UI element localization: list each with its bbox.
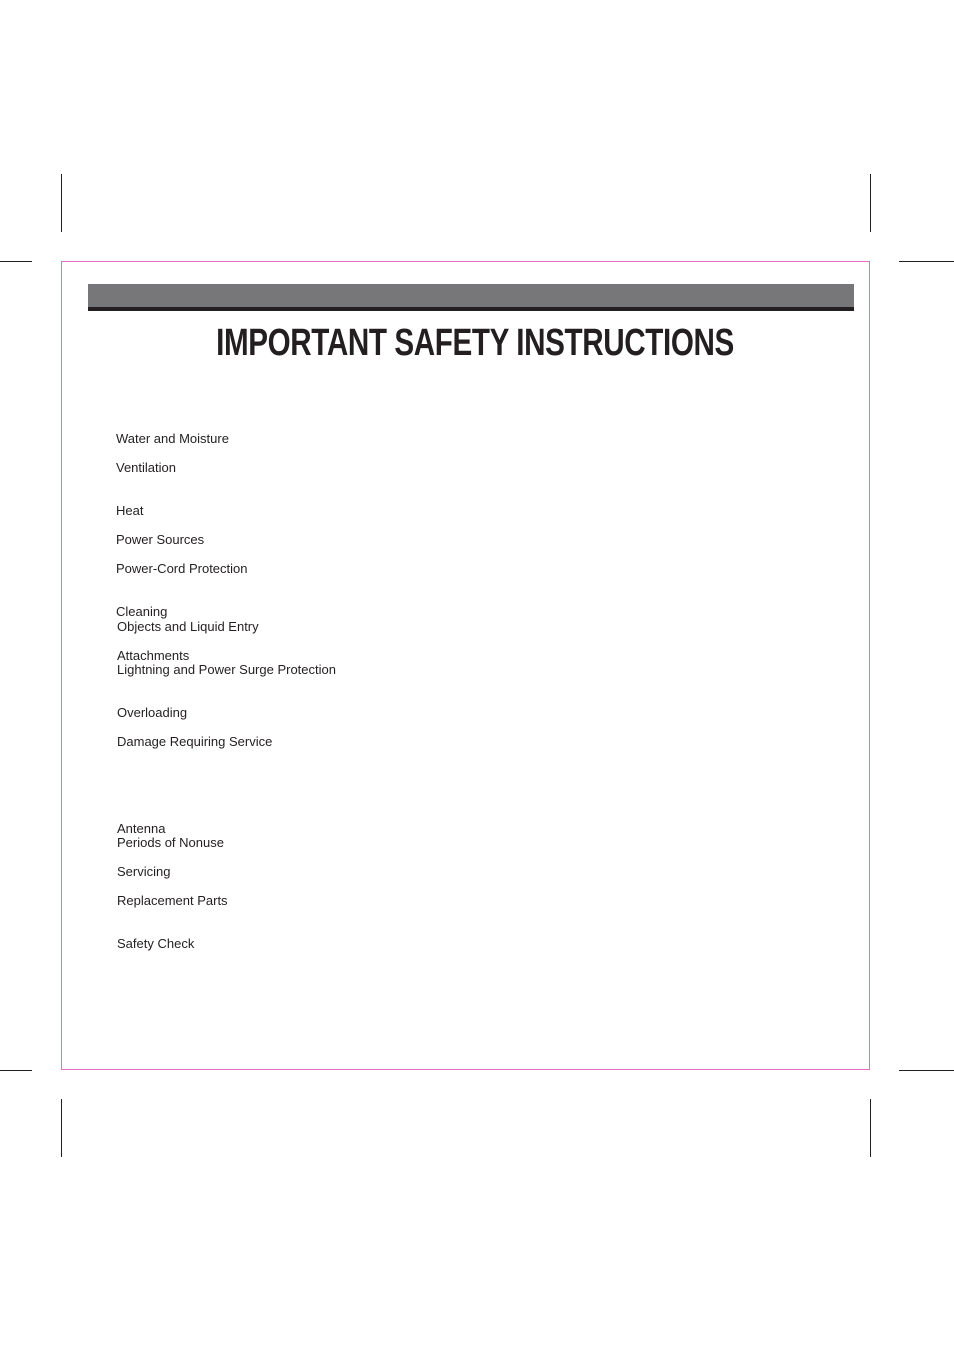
crop-mark-left-top: [0, 261, 32, 262]
heading-water-and-moisture: Water and Moisture: [116, 431, 229, 446]
heading-lightning-and-power-surge-protection: Lightning and Power Surge Protection: [117, 662, 336, 677]
heading-overloading: Overloading: [117, 705, 188, 720]
heading-attachments: Attachments: [117, 648, 190, 663]
crop-mark-right-bottom: [899, 1070, 954, 1071]
heading-power-sources: Power Sources: [116, 532, 205, 547]
heading-safety-check: Safety Check: [117, 936, 195, 951]
header-rule: [88, 307, 854, 311]
heading-objects-and-liquid-entry: Objects and Liquid Entry: [117, 619, 259, 634]
page-title: IMPORTANT SAFETY INSTRUCTIONS: [216, 322, 734, 364]
crop-mark-top-right: [870, 174, 871, 232]
heading-damage-requiring-service: Damage Requiring Service: [117, 734, 273, 749]
header-band: [88, 284, 854, 307]
crop-mark-left-bottom: [0, 1070, 32, 1071]
heading-servicing: Servicing: [117, 864, 171, 879]
heading-power-cord-protection: Power-Cord Protection: [116, 561, 248, 576]
heading-periods-of-nonuse: Periods of Nonuse: [117, 835, 224, 850]
crop-mark-bottom-right: [870, 1099, 871, 1157]
heading-cleaning: Cleaning: [116, 604, 168, 619]
heading-ventilation: Ventilation: [116, 460, 176, 475]
heading-antenna: Antenna: [117, 821, 166, 836]
crop-mark-bottom-left: [61, 1099, 62, 1157]
crop-mark-right-top: [899, 261, 954, 262]
crop-mark-top-left: [61, 174, 62, 232]
heading-heat: Heat: [116, 503, 144, 518]
heading-replacement-parts: Replacement Parts: [117, 893, 228, 908]
